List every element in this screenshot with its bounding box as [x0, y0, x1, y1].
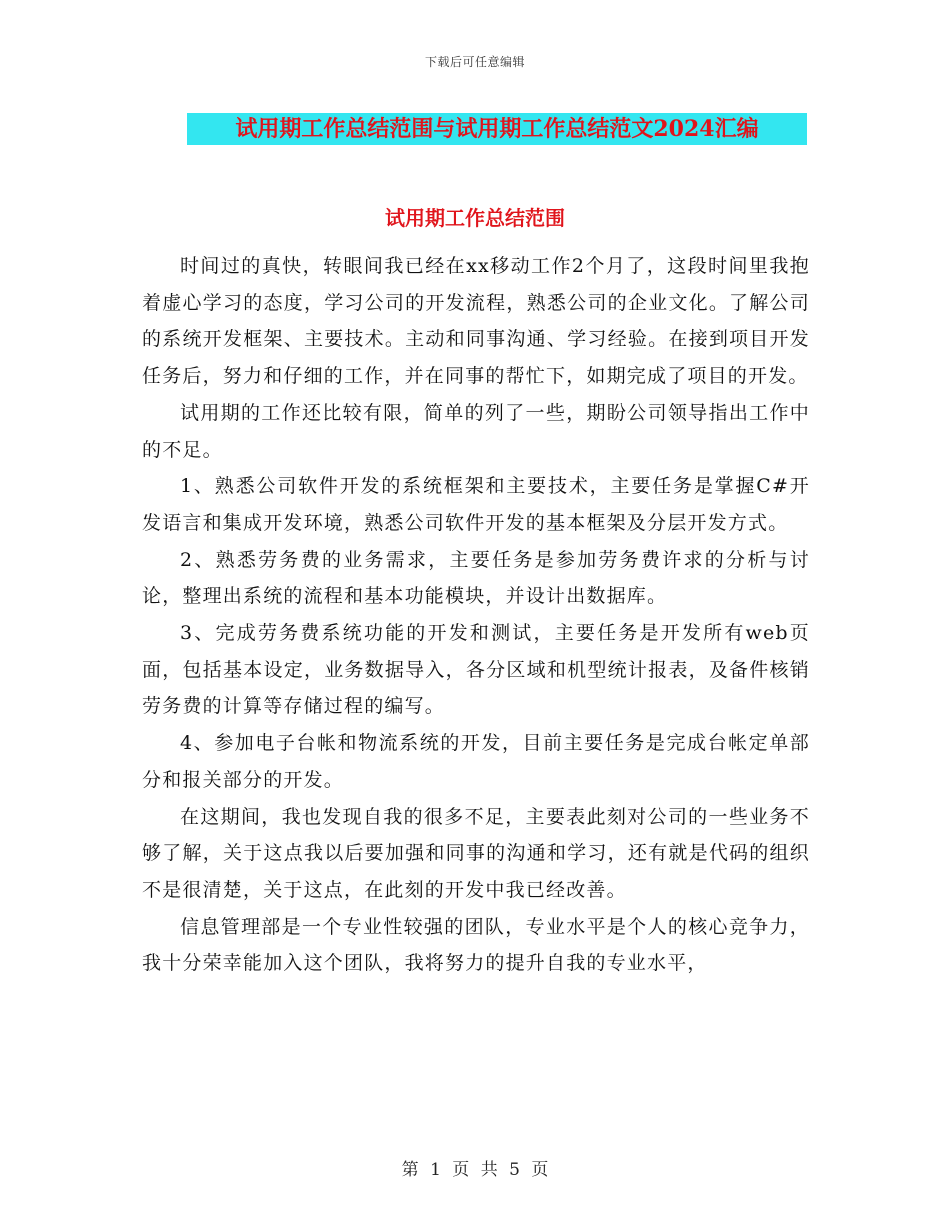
paragraph: 2、熟悉劳务费的业务需求，主要任务是参加劳务费许求的分析与讨论，整理出系统的流程和基本功能模块，并设计出数据库。 — [142, 548, 810, 608]
document-body — [142, 248, 810, 982]
header-note: 下载后可任意编辑 — [424, 55, 525, 69]
paragraph: 试用期的工作还比较有限，简单的列了一些，期盼公司领导指出工作中的不足。 — [142, 401, 810, 461]
document-title: 试用期工作总结范围与试用期工作总结范文2024汇编 — [235, 116, 759, 142]
paragraph: 3、完成劳务费系统功能的开发和测试，主要任务是开发所有web页面，包括基本设定，业务数据导入，各分区域和机型统计报表，及备件核销劳务费的计算等存储过程的编写。 — [142, 622, 810, 718]
paragraph: 信息管理部是一个专业性较强的团队，专业水平是个人的核心竞争力，我十分荣幸能加入这个团队，我将努力的提升自我的专业水平， — [142, 915, 810, 975]
paragraph: 1、熟悉公司软件开发的系统框架和主要技术，主要任务是掌握C#开发语言和集成开发环境，熟悉公司软件开发的基本框架及分层开发方式。 — [142, 475, 810, 534]
section-title: 试用期工作总结范围 — [385, 206, 565, 230]
page-number: 第 1 页 共 5 页 — [401, 1160, 549, 1180]
paragraph: 时间过的真快，转眼间我已经在xx移动工作2个月了，这段时间里我抱着虚心学习的态度，学习公司的开发流程，熟悉公司的企业文化。了解公司的系统开发框架、主要技术。主动和同事沟通、学习经验。在接到项目开发任务后，努力和仔细的工作，并在同事的帮忙下，如期完成了项目的开发。 — [142, 255, 810, 388]
paragraph: 4、参加电子台帐和物流系统的开发，目前主要任务是完成台帐定单部分和报关部分的开发。 — [142, 732, 810, 791]
paragraph: 在这期间，我也发现自我的很多不足，主要表此刻对公司的一些业务不够了解，关于这点我以后要加强和同事的沟通和学习，还有就是代码的组织不是很清楚，关于这点，在此刻的开发中我已经改善。 — [142, 805, 810, 901]
